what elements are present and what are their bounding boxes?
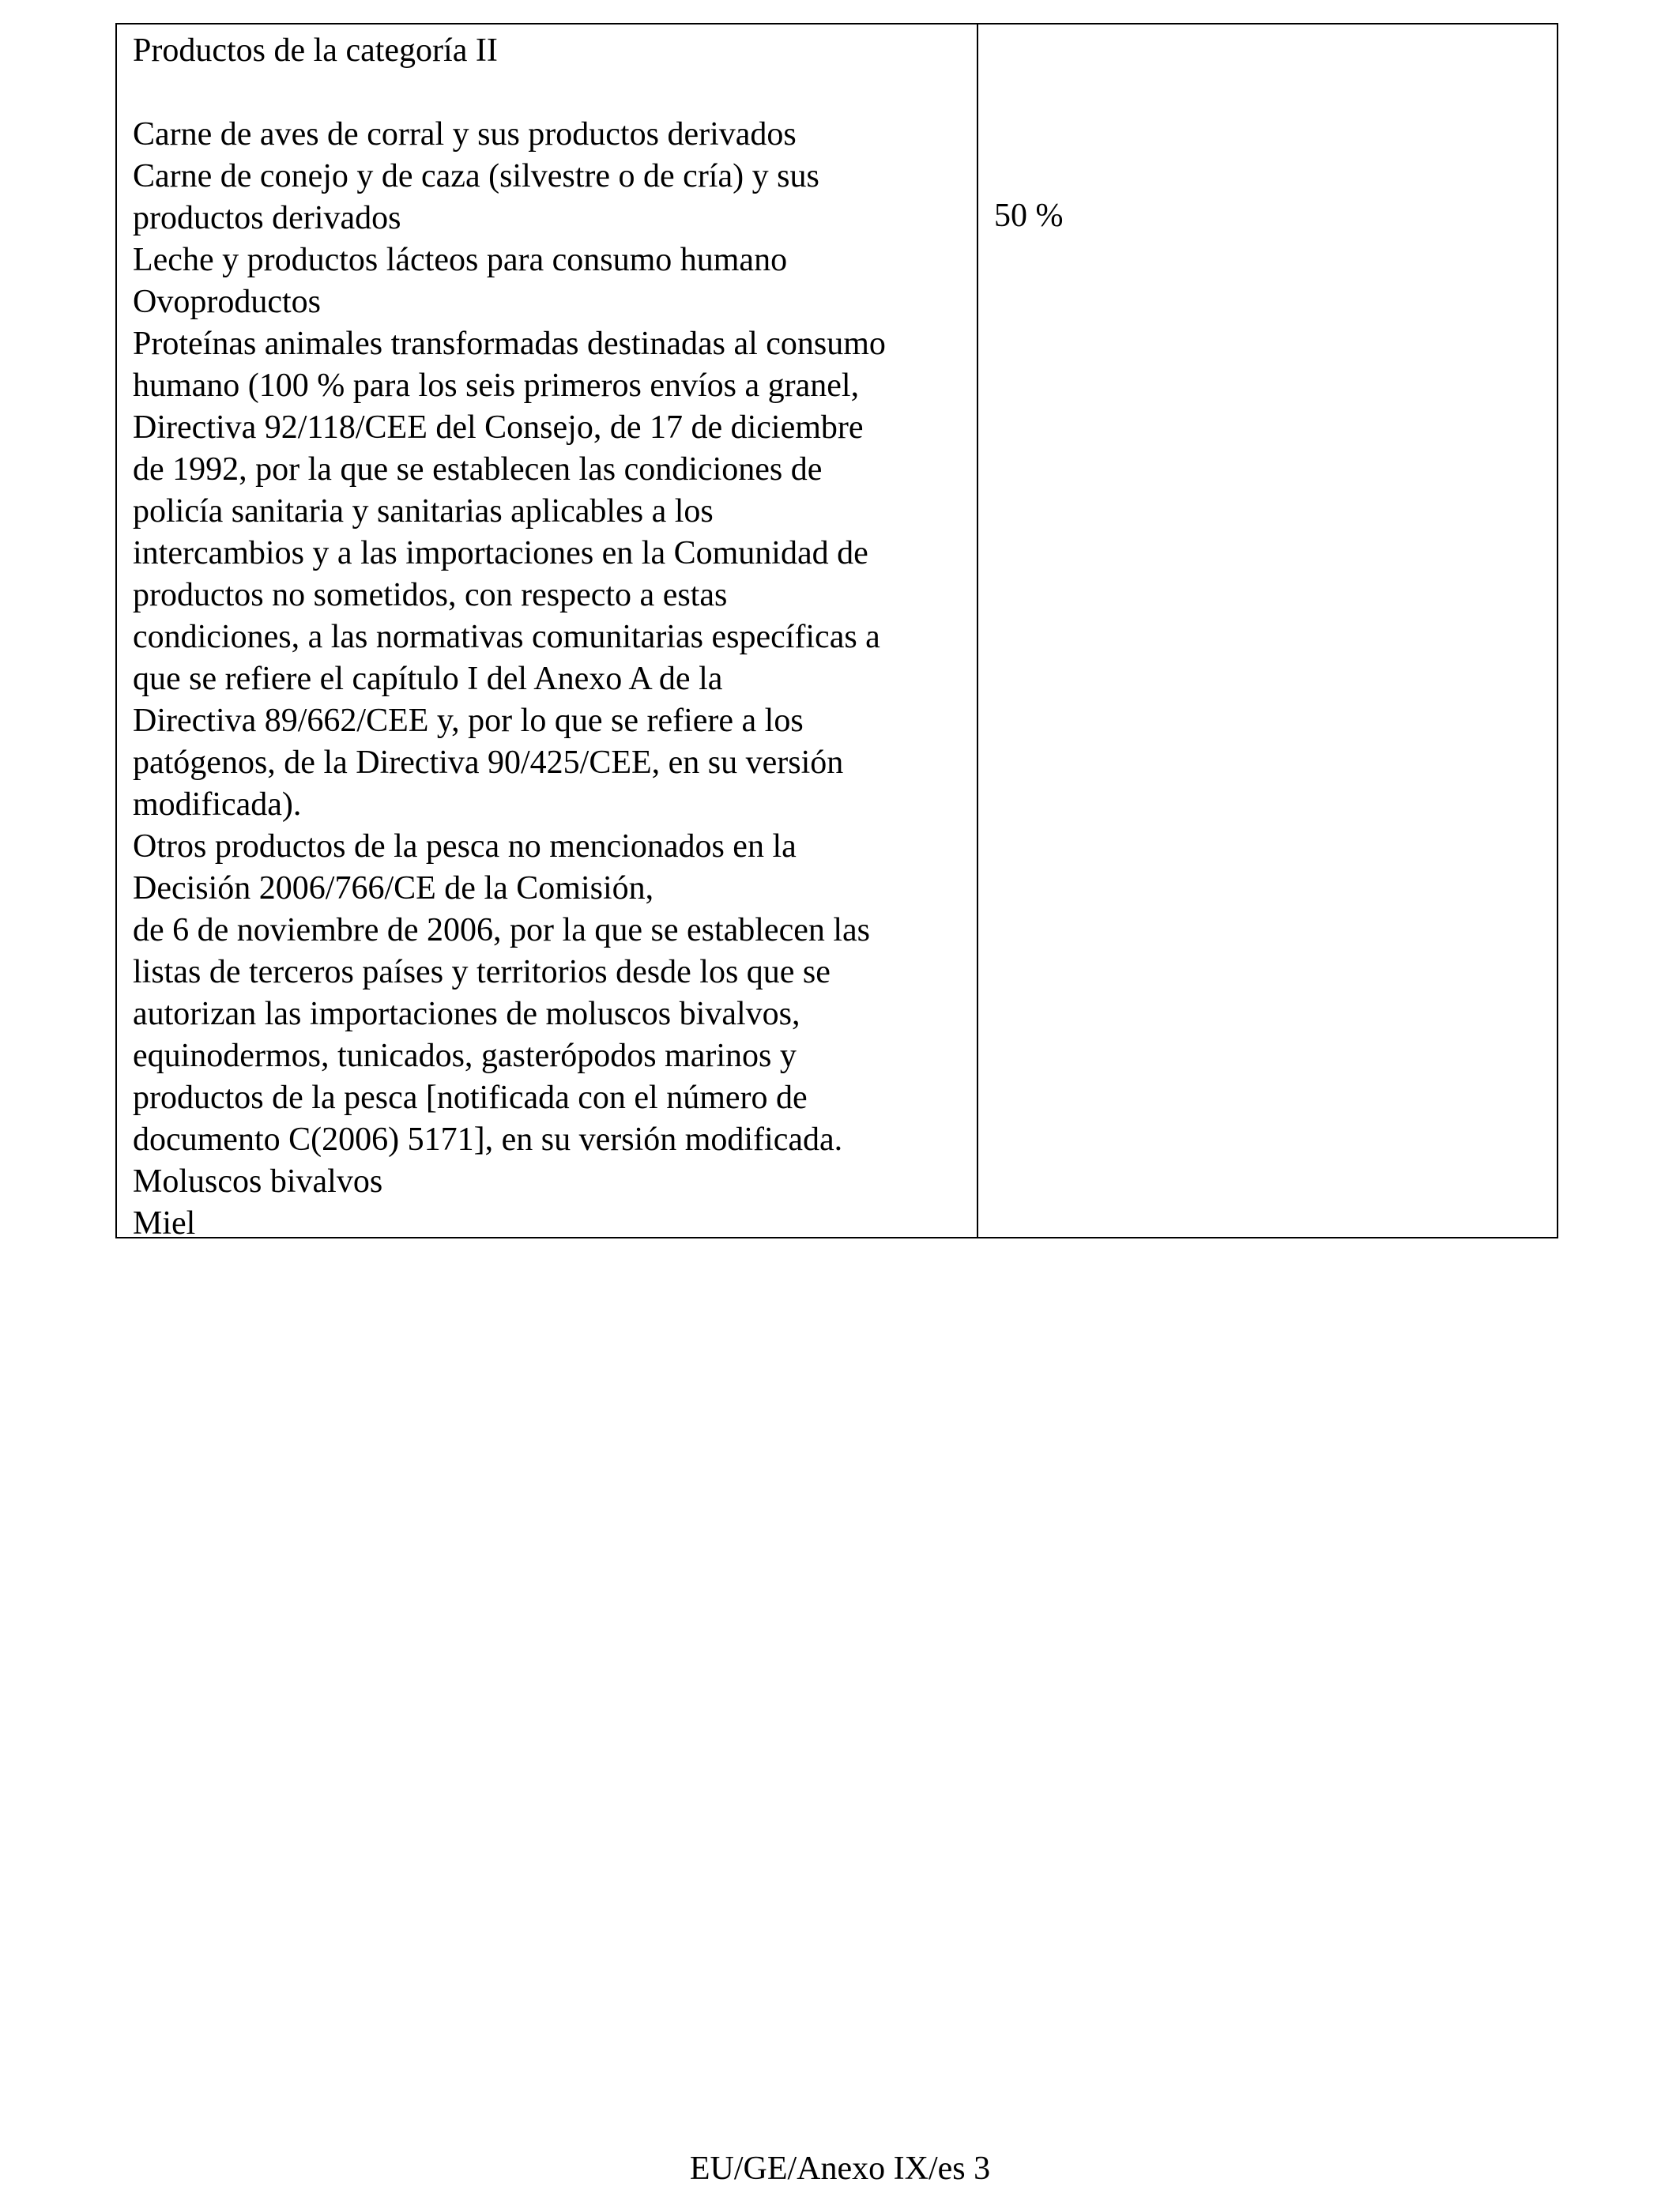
rate-cell — [978, 25, 1557, 1237]
blank-line — [133, 72, 977, 114]
product-line: policía sanitaria y sanitarias aplicables a los — [133, 493, 714, 530]
product-line: Proteínas animales transformadas destinadas al consumo — [133, 326, 886, 362]
product-line: productos no sometidos, con respecto a estas — [133, 577, 728, 613]
product-line: modificada). — [133, 786, 302, 823]
product-line: Directiva 89/662/CEE y, por lo que se refiere a los — [133, 703, 804, 739]
products-cell — [117, 25, 978, 1242]
product-line: Decisión 2006/766/CE de la Comisión, — [133, 870, 654, 907]
product-line: Leche y productos lácteos para consumo humano — [133, 242, 788, 278]
product-line: patógenos, de la Directiva 90/425/CEE, en su versión — [133, 745, 844, 781]
rate-value: 50 % — [994, 198, 1064, 234]
product-line: Moluscos bivalvos — [133, 1163, 383, 1200]
product-line: equinodermos, tunicados, gasterópodos marinos y — [133, 1038, 797, 1074]
product-line: humano (100 % para los seis primeros envíos a granel, — [133, 368, 860, 404]
product-line: productos derivados — [133, 200, 401, 236]
product-line: Carne de conejo y de caza (silvestre o de cría) y sus — [133, 158, 819, 194]
product-line: Directiva 92/118/CEE del Consejo, de 17 de diciembre — [133, 409, 864, 446]
page-footer-reference: EU/GE/Anexo IX/es 3 — [689, 2151, 991, 2187]
product-line: Ovoproductos — [133, 284, 321, 320]
product-line: Carne de aves de corral y sus productos derivados — [133, 116, 797, 153]
product-line: documento C(2006) 5171], en su versión modificada. — [133, 1122, 843, 1158]
product-line: de 6 de noviembre de 2006, por la que se establecen las — [133, 912, 871, 948]
product-line: de 1992, por la que se establecen las condiciones de — [133, 451, 823, 488]
category-table — [115, 23, 1558, 1242]
product-line: intercambios y a las importaciones en la Comunidad de — [133, 535, 868, 571]
product-line: condiciones, a las normativas comunitarias específicas a — [133, 619, 880, 655]
category-heading: Productos de la categoría II — [133, 32, 498, 69]
product-line: listas de terceros países y territorios desde los que se — [133, 954, 831, 990]
product-line: Otros productos de la pesca no mencionados en la — [133, 828, 797, 865]
product-line: productos de la pesca [notificada con el número de — [133, 1080, 808, 1116]
product-line: autorizan las importaciones de moluscos bivalvos, — [133, 996, 800, 1032]
product-line: Miel — [133, 1205, 196, 1242]
product-line: que se refiere el capítulo I del Anexo A de la — [133, 661, 723, 697]
